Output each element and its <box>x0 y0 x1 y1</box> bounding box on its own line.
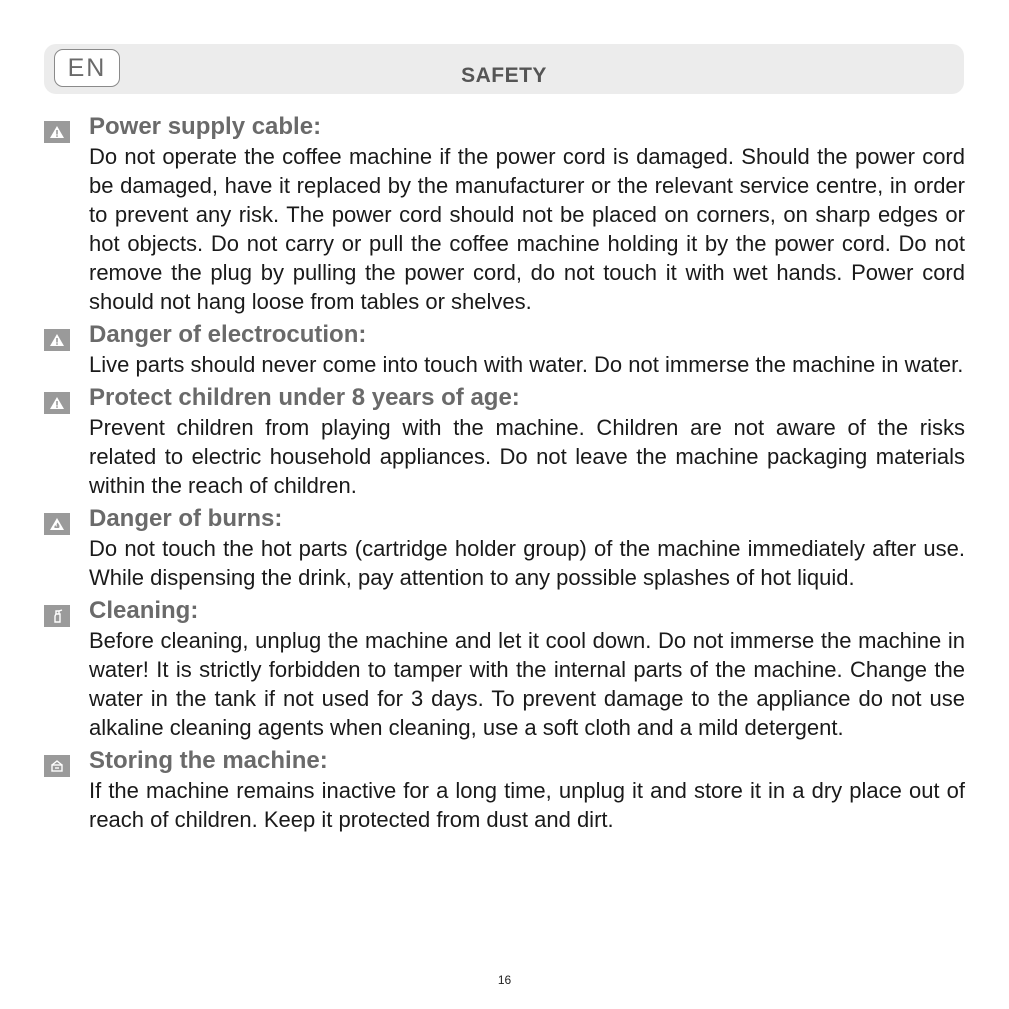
language-badge: EN <box>54 49 120 87</box>
section-power-supply-cable <box>44 112 965 316</box>
page-title: SAFETY <box>461 64 547 87</box>
safety-content <box>44 112 965 838</box>
warning-triangle-icon <box>44 513 70 535</box>
section-title: Storing the machine: <box>89 747 328 774</box>
section-title: Protect children under 8 years of age: <box>89 384 520 411</box>
section-protect-children <box>44 383 965 500</box>
section-header <box>44 44 964 94</box>
section-danger-of-electrocution <box>44 320 965 379</box>
section-body: Prevent children from playing with the machine. Children are not aware of the risks related to electric household appliances. Do not leave the machine packaging materials within the reach of children. <box>89 415 965 498</box>
section-storing-the-machine <box>44 746 965 834</box>
warning-triangle-icon <box>44 392 70 414</box>
warning-triangle-icon <box>44 329 70 351</box>
section-title: Cleaning: <box>89 597 199 624</box>
page-number: 16 <box>497 973 512 987</box>
section-title: Danger of electrocution: <box>89 321 367 348</box>
warning-triangle-icon <box>44 121 70 143</box>
section-cleaning <box>44 596 965 742</box>
section-body: Do not touch the hot parts (cartridge holder group) of the machine immediately after use. While dispensing the drink, pay attention to any possible splashes of hot liquid. <box>89 536 965 590</box>
section-body: If the machine remains inactive for a long time, unplug it and store it in a dry place out of reach of children. Keep it protected from dust and dirt. <box>89 778 965 832</box>
section-title: Danger of burns: <box>89 505 283 532</box>
storage-box-icon <box>44 755 70 777</box>
section-body: Do not operate the coffee machine if the power cord is damaged. Should the power cord be damaged, have it replaced by the manufacturer or the relevant service centre, in order to prevent any risk. The power cord should not be placed on corners, on sharp edges or hot objects. Do not carry or pull the coffee machine holding it by the power cord. Do not remove the plug by pulling the power cord, do not touch it with wet hands. Power cord should not hang loose from tables or shelves. <box>89 144 965 314</box>
section-title: Power supply cable: <box>89 113 322 140</box>
section-danger-of-burns <box>44 504 965 592</box>
section-body: Before cleaning, unplug the machine and let it cool down. Do not immerse the machine in water! It is strictly forbidden to tamper with the internal parts of the machine. Change the water in the tank if not used for 3 days. To prevent damage to the appliance do not use alkaline cleaning agents when cleaning, use a soft cloth and a mild detergent. <box>89 628 965 740</box>
section-body: Live parts should never come into touch with water. Do not immerse the machine in water. <box>89 352 964 377</box>
cleaning-spray-icon <box>44 605 70 627</box>
